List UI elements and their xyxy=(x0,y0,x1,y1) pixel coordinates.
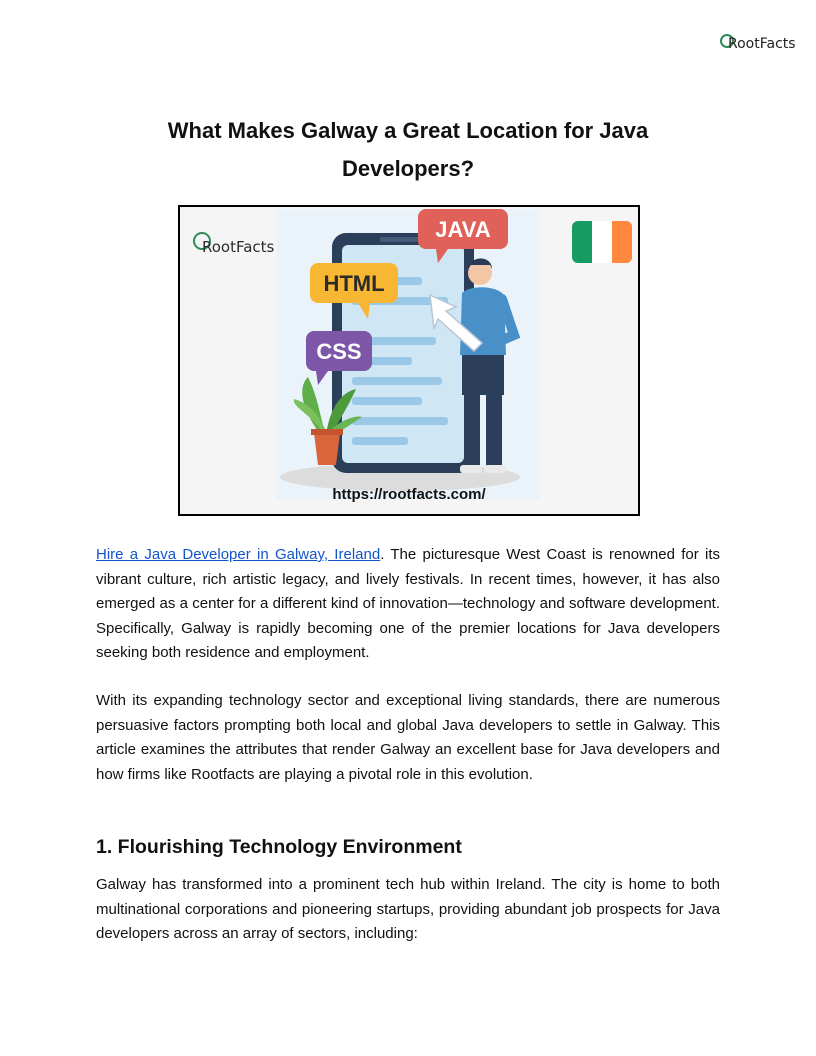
ireland-flag-icon xyxy=(572,221,632,263)
hire-java-developer-link[interactable]: Hire a Java Developer in Galway, Ireland xyxy=(96,546,381,563)
banner-illustration xyxy=(180,207,638,514)
title-line-1: What Makes Galway a Great Location for Java xyxy=(167,118,649,143)
banner-image xyxy=(178,205,640,516)
section-paragraph: Galway has transformed into a prominent tech hub within Ireland. The city is home to both multinational corporations and pioneering startups, providing abundant job prospects for Java developers across an array of sectors, including: xyxy=(96,876,720,942)
java-bubble-label: JAVA xyxy=(435,217,491,242)
intro-paragraph xyxy=(96,543,720,666)
page-title xyxy=(96,112,720,188)
header-logo-text: RootFacts xyxy=(728,36,796,52)
title-line-2: Developers? xyxy=(341,156,475,181)
second-paragraph: With its expanding technology sector and exceptional living standards, there are numerous persuasive factors prompting both local and global Java developers to settle in Galway. This article examines the attributes that render Galway an excellent base for Java developers and how firms like Rootfacts are playing a pivotal role in this evolution. xyxy=(96,692,720,783)
section-heading: 1. Flourishing Technology Environment xyxy=(96,836,462,858)
banner-logo xyxy=(194,233,275,256)
header-logo xyxy=(720,36,796,52)
banner-logo-text: RootFacts xyxy=(202,238,275,256)
html-bubble-label: HTML xyxy=(323,271,385,296)
banner-url: https://rootfacts.com/ xyxy=(332,486,486,503)
intro-paragraph-text: . The picturesque West Coast is renowned for its vibrant culture, rich artistic legacy, and lively festivals. In recent times, however, it has also emerged as a center for a different kind of innovation—technology and software development. Specifically, Galway is rapidly becoming one of the premier locations for Java developers seeking both residence and employment. xyxy=(96,546,720,661)
css-bubble-label: CSS xyxy=(316,339,362,364)
